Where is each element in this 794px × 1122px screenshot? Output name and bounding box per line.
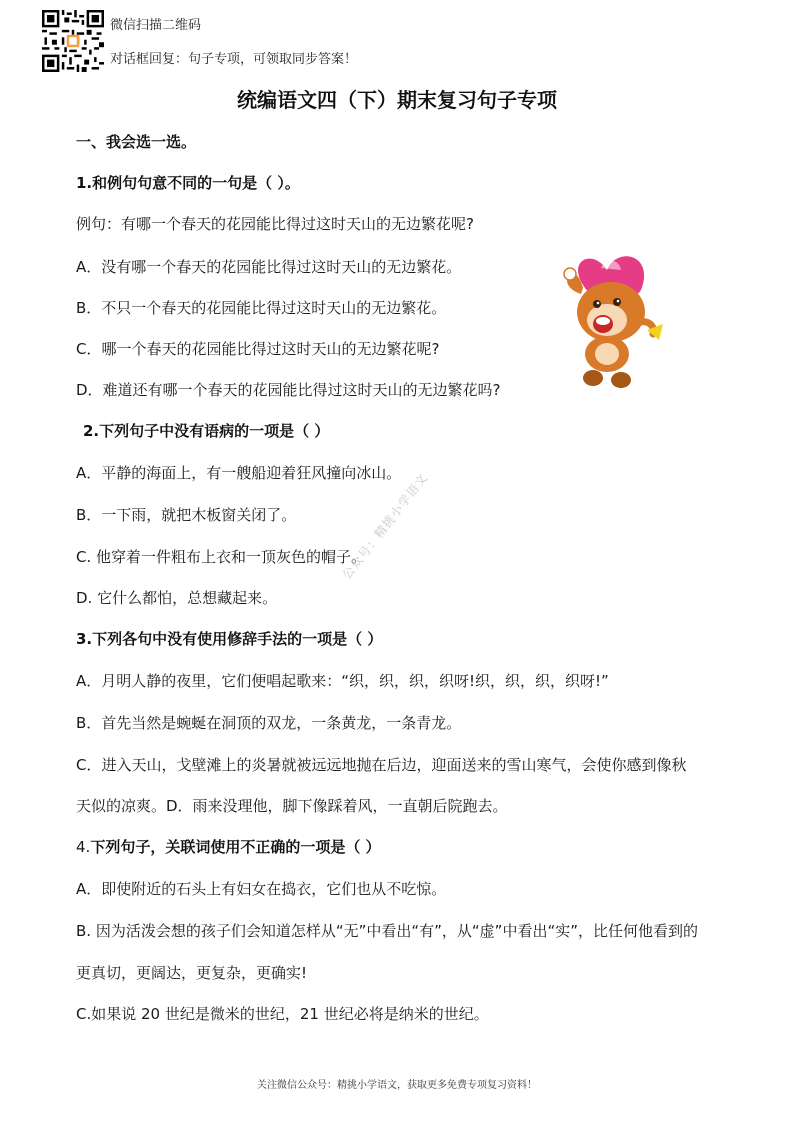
q1-option-c: C．哪一个春天的花园能比得过这时天山的无边繁花呢? [76, 340, 440, 358]
q1-option-a: A．没有哪一个春天的花园能比得过这时天山的无边繁花。 [76, 258, 462, 276]
cartoon-mascot-icon [555, 250, 665, 392]
watermark: 公众号：精挑小学语文 [339, 470, 431, 582]
q4-stem-text: 下列句子，关联词使用不正确的一项是（ ） [90, 838, 381, 856]
reply-hint: 对话框回复：句子专项，可领取同步答案！ [110, 52, 358, 67]
q4-option-c: C.如果说 20 世纪是微米的世纪，21 世纪必将是纳米的世纪。 [76, 1005, 489, 1023]
q2-stem: 2.下列句子中没有语病的一项是（ ） [83, 422, 330, 440]
q4-stem [76, 836, 381, 857]
q4-number: 4. [76, 838, 91, 856]
q1-option-b: B．不只一个春天的花园能比得过这时天山的无边繁花。 [76, 299, 447, 317]
section-heading: 一、我会选一选。 [76, 133, 197, 151]
q2-option-a: A．平静的海面上，有一艘船迎着狂风撞向冰山。 [76, 464, 402, 482]
q3-option-a: A．月明人静的夜里，它们便唱起歌来：“织，织，织，织呀!织，织，织，织呀!” [76, 672, 609, 690]
q2-option-c: C. 他穿着一件粗布上衣和一顶灰色的帽子。 [76, 548, 367, 566]
qr-code-icon [42, 10, 104, 72]
q2-option-b: B．一下雨，就把木板窗关闭了。 [76, 506, 297, 524]
q4-option-b-continued: 更真切，更阔达，更复杂，更确实! [76, 964, 308, 982]
q3-stem: 3.下列各句中没有使用修辞手法的一项是（ ） [76, 630, 383, 648]
q2-option-d: D. 它什么都怕，总想藏起来。 [76, 589, 278, 607]
q1-option-d: D．难道还有哪一个春天的花园能比得过这时天山的无边繁花吗? [76, 381, 501, 399]
q4-option-b: B. 因为活泼会想的孩子们会知道怎样从“无”中看出“有”，从“虚”中看出“实”，比任何他看到的 [76, 922, 698, 940]
q3-option-b: B．首先当然是蜿蜒在洞顶的双龙，一条黄龙，一条青龙。 [76, 714, 462, 732]
qr-caption: 微信扫描二维码 [110, 18, 202, 33]
q1-stem: 1.和例句句意不同的一句是（ ）。 [76, 174, 300, 192]
page-footer: 关注微信公众号：精挑小学语文，获取更多免费专项复习资料！ [257, 1080, 537, 1091]
q4-option-a: A．即使附近的石头上有妇女在捣衣，它们也从不吃惊。 [76, 880, 447, 898]
page-title: 统编语文四（下）期末复习句子专项 [237, 88, 557, 112]
q1-example: 例句：有哪一个春天的花园能比得过这时天山的无边繁花呢? [76, 215, 474, 233]
q3-option-c: C．进入天山，戈壁滩上的炎暑就被远远地抛在后边，迎面送来的雪山寒气，会使你感到像秋 [76, 756, 687, 774]
q3-option-c-continued: 天似的凉爽。D．雨来没理他，脚下像踩着风，一直朝后院跑去。 [76, 797, 508, 815]
